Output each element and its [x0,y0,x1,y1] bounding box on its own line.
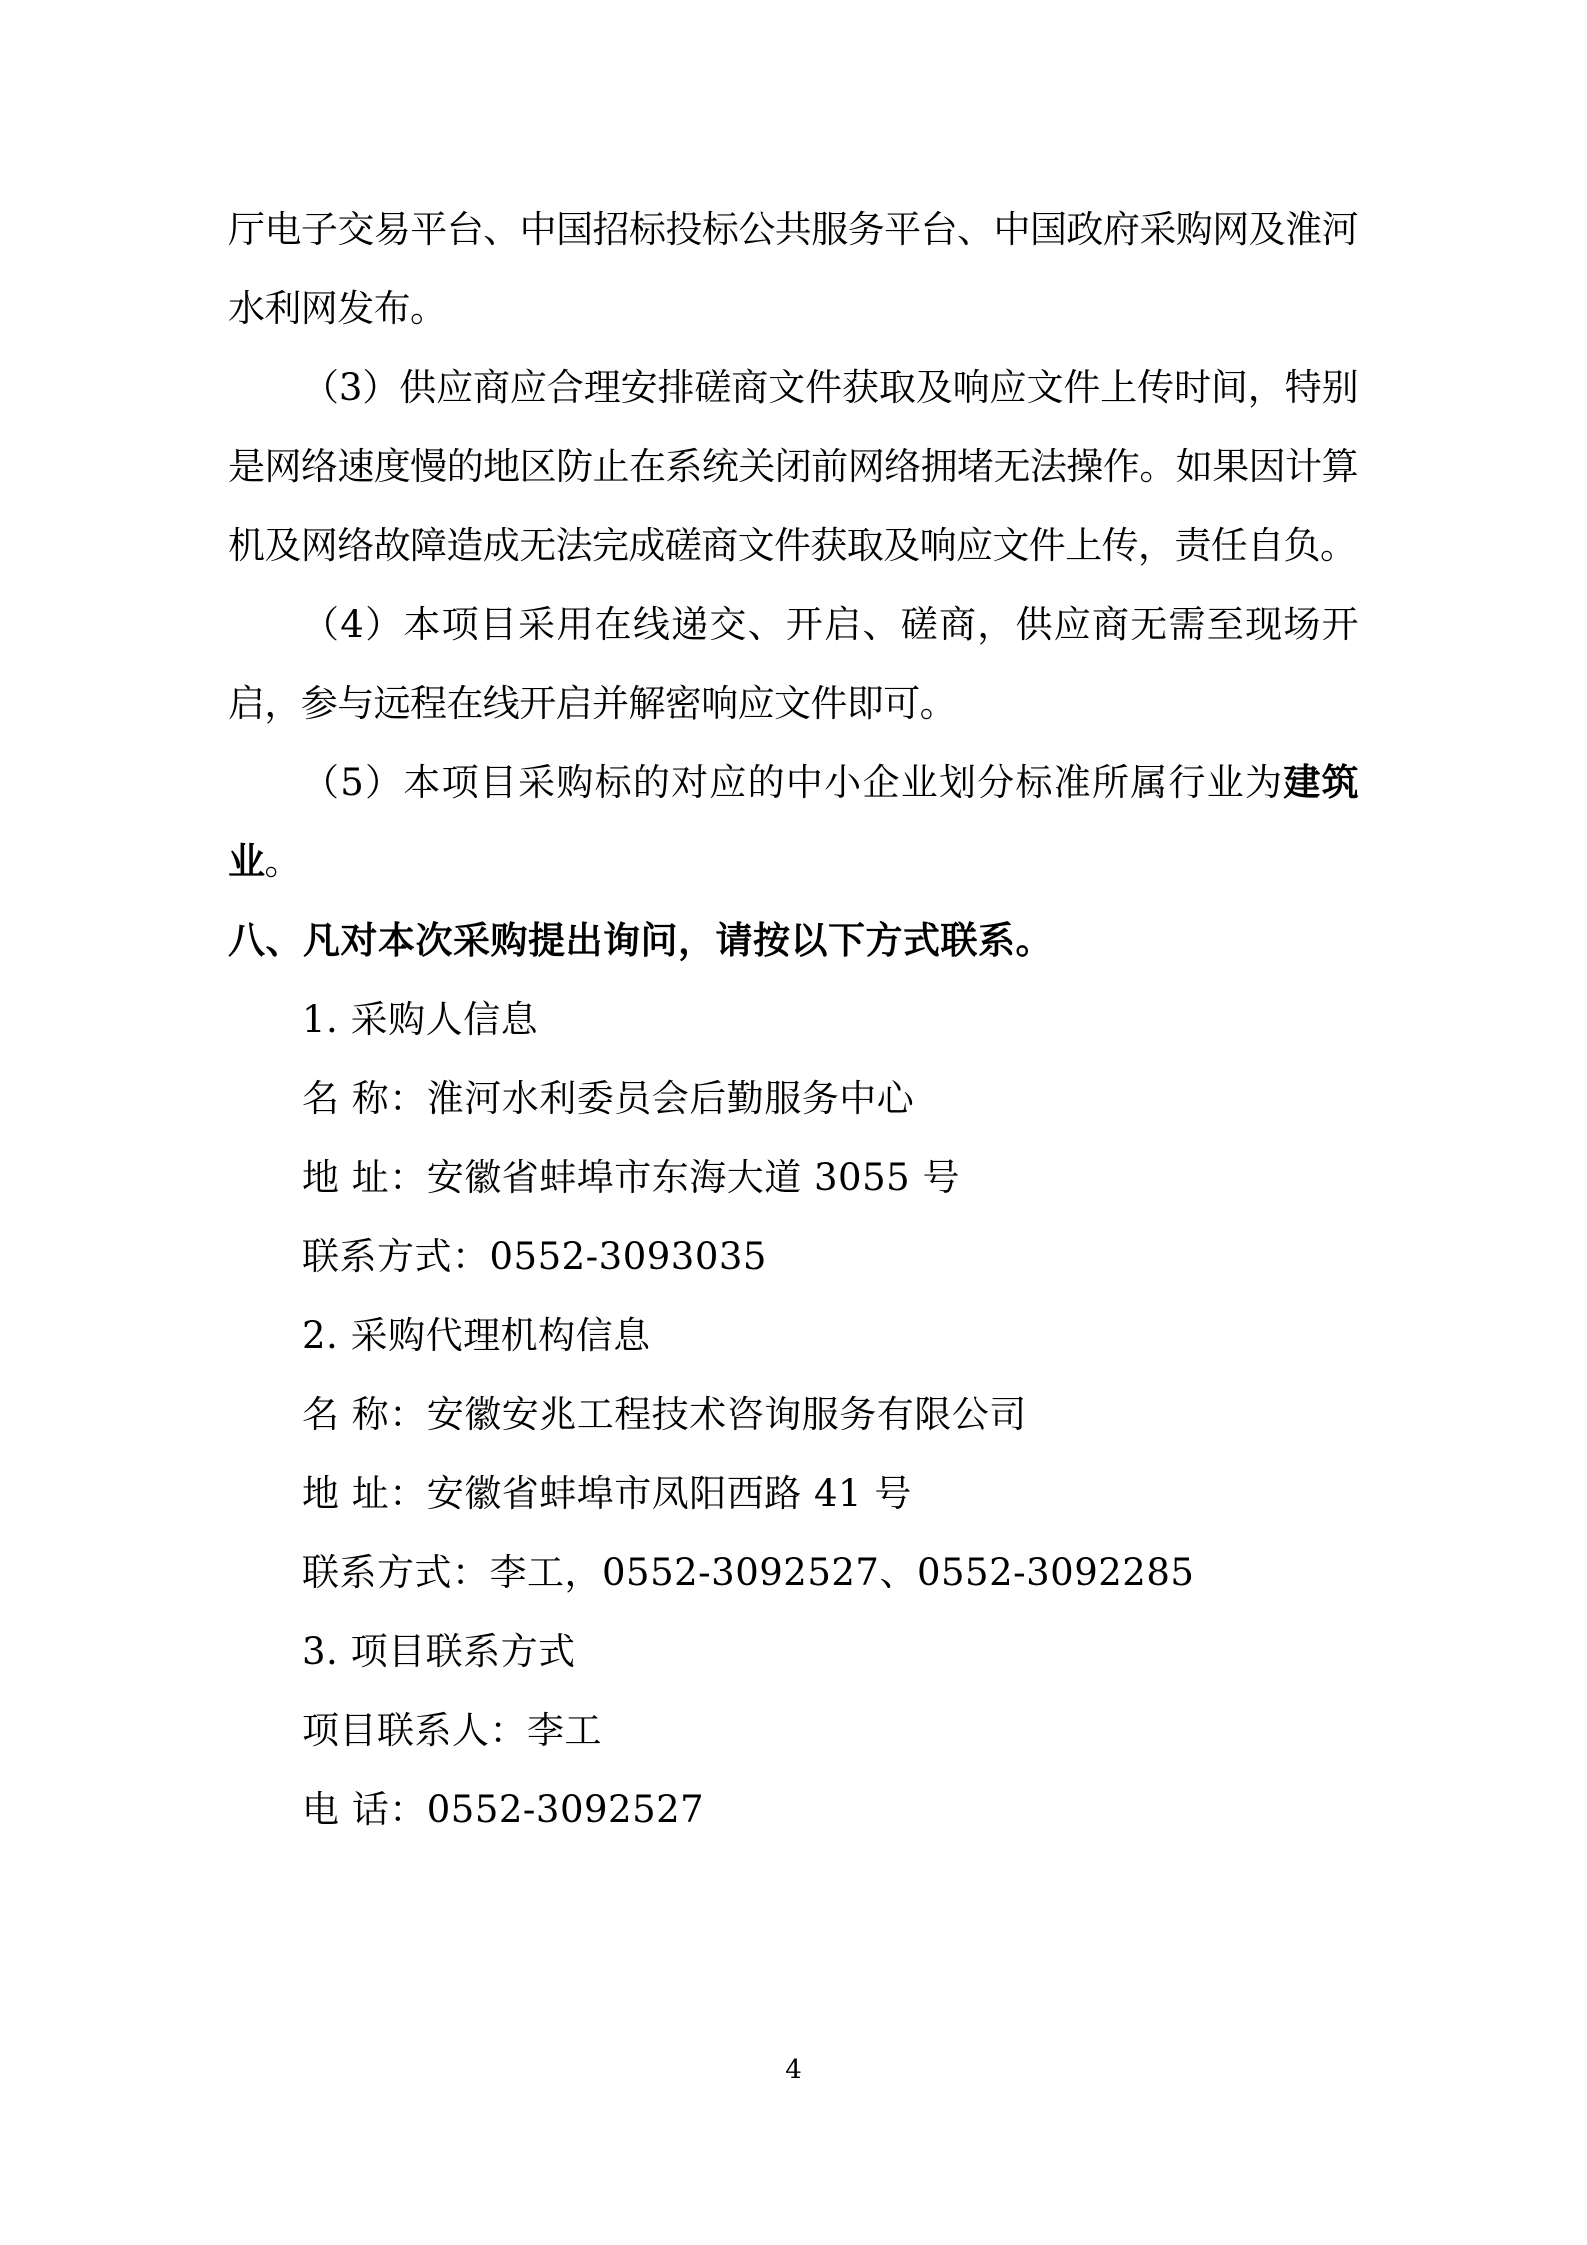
document-body [228,190,1358,1849]
notice-item-5 [228,743,1358,901]
contact-line-agency-info: 2. 采购代理机构信息 [302,1314,651,1357]
page-number: 4 [785,2055,802,2085]
contact-line-purchaser-name: 名 称：淮河水利委员会后勤服务中心 [302,1077,915,1120]
notice-item-4: （4）本项目采用在线递交、开启、磋商，供应商无需至现场开启，参与远程在线开启并解密响应文件即可。 [228,603,1358,725]
contact-line-purchaser-info: 1. 采购人信息 [302,998,539,1041]
notice-item-5-industry: 建筑业 [228,760,1358,883]
section-heading-eight: 八、凡对本次采购提出询问，请按以下方式联系。 [228,918,1053,962]
contact-line-project-contact-phone: 电 话：0552-3092527 [302,1788,705,1831]
contact-line-project-contact-title: 3. 项目联系方式 [302,1630,576,1673]
contact-line-agency-name: 名 称：安徽安兆工程技术咨询服务有限公司 [302,1393,1027,1436]
notice-item-5-suffix: 。 [264,840,301,883]
notice-item-3: （3）供应商应合理安排磋商文件获取及响应文件上传时间，特别是网络速度慢的地区防止在系统关闭前网络拥堵无法操作。如果因计算机及网络故障造成无法完成磋商文件获取及响应文件上传，责任自负。 [228,366,1358,567]
contact-line-purchaser-address: 地 址：安徽省蚌埠市东海大道 3055 号 [302,1156,960,1199]
notice-item-5-prefix: （5）本项目采购标的对应的中小企业划分标准所属行业为 [302,761,1284,804]
contact-line-purchaser-phone: 联系方式：0552-3093035 [302,1235,767,1278]
contact-line-agency-address: 地 址：安徽省蚌埠市凤阳西路 41 号 [302,1472,912,1515]
continued-paragraph: 厅电子交易平台、中国招标投标公共服务平台、中国政府采购网及淮河水利网发布。 [228,208,1358,330]
contact-line-agency-phone: 联系方式：李工，0552-3092527、0552-3092285 [302,1551,1195,1594]
contact-line-project-contact-person: 项目联系人：李工 [302,1709,602,1752]
